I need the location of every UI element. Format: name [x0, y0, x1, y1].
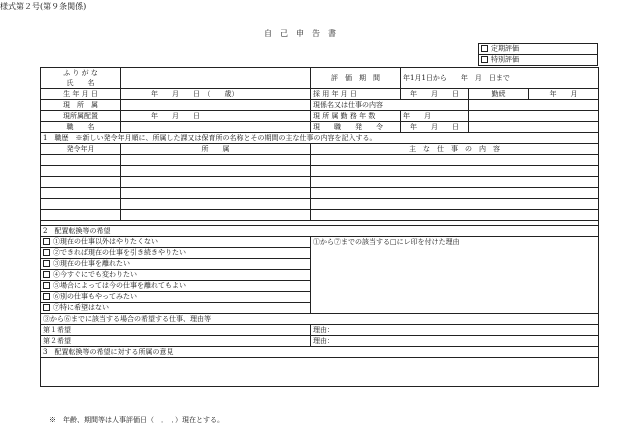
current-order-blank [469, 122, 599, 133]
current-dept-field[interactable] [121, 100, 311, 111]
choice1-reason-field[interactable] [311, 325, 599, 336]
current-section-label: 現係名又は仕事の内容 [311, 100, 469, 111]
hire-label: 採 用 年 月 日 [311, 89, 401, 100]
checkbox-icon[interactable] [43, 249, 50, 256]
current-section-field[interactable] [469, 100, 599, 111]
history-work-cell[interactable] [311, 199, 599, 210]
option-2[interactable]: ②できれば現在の仕事を引き続きやりたい [41, 248, 311, 259]
desired-work-prompt: ③から⑥までに該当する場合の希望する仕事、理由等 [41, 314, 599, 325]
history-work-cell[interactable] [311, 188, 599, 199]
department-opinion-field[interactable] [41, 358, 599, 387]
current-assign-value[interactable]: 年 月 日 [121, 111, 311, 122]
current-order-value[interactable]: 年 月 日 [401, 122, 469, 133]
current-order-label: 現 職 発 令 [311, 122, 401, 133]
choice2-reason-label: 理由： [313, 336, 334, 345]
name-field[interactable] [121, 78, 311, 89]
option-4[interactable]: ④今すぐにでも変わりたい [41, 270, 311, 281]
evaluation-period-value: 年1月1日から 年 月 日まで [401, 68, 599, 89]
tenure-label: 勤続 [469, 89, 529, 100]
tenure-value[interactable]: 年 月 [529, 89, 599, 100]
furigana-field[interactable] [121, 68, 311, 79]
history-row [41, 177, 599, 188]
position-field[interactable] [121, 122, 311, 133]
option-1[interactable]: ①現在の仕事以外はやりたくない [41, 237, 311, 248]
option-6[interactable]: ⑥別の仕事もやってみたい [41, 292, 311, 303]
checkbox-icon[interactable] [43, 260, 50, 267]
option-7[interactable]: ⑦特に希望はない [41, 303, 311, 314]
reason-area[interactable] [311, 237, 599, 314]
current-assign-label: 現所属配置 [41, 111, 121, 122]
checkbox-icon[interactable] [43, 271, 50, 278]
section1-title: 1 職歴 ※新しい発令年月順に、所属した課又は保育所の名称とその期間の主な仕事の内容を記入する。 [41, 133, 599, 144]
history-row [41, 199, 599, 210]
history-date-cell[interactable] [41, 188, 121, 199]
choice1-field[interactable] [41, 325, 311, 336]
regular-evaluation-option[interactable]: 定期評価 [479, 44, 598, 55]
history-date-cell[interactable] [41, 210, 121, 221]
evaluation-type-box [478, 43, 598, 66]
section2-title: 2 配置転換等の希望 [41, 226, 599, 237]
footnote: ※ 年齢、期間等は人事評価日（ ． ．）現在とする。 [49, 416, 224, 424]
choice1-reason-label: 理由： [313, 325, 334, 334]
history-date-cell[interactable] [41, 166, 121, 177]
history-row [41, 155, 599, 166]
history-work-cell[interactable] [311, 177, 599, 188]
checkbox-icon[interactable] [43, 304, 50, 311]
service-years-blank [469, 111, 599, 122]
history-date-cell[interactable] [41, 155, 121, 166]
history-work-cell[interactable] [311, 210, 599, 221]
history-work-cell[interactable] [311, 166, 599, 177]
checkbox-icon[interactable] [481, 45, 488, 52]
birth-value[interactable]: 年 月 日 （ 歳） [121, 89, 311, 100]
history-work-cell[interactable] [311, 155, 599, 166]
option-5[interactable]: ⑤場合によっては今の仕事を離れてもよい [41, 281, 311, 292]
document-title: 自 己 申 告 書 [264, 29, 336, 38]
section3-title: 3 配置転換等の希望に対する所属の意見 [41, 347, 599, 358]
furigana-label: ふ り が な [41, 68, 121, 79]
history-row [41, 188, 599, 199]
service-years-value[interactable]: 年 月 [401, 111, 469, 122]
choice1-label: 第１希望 [43, 325, 71, 334]
col-order-date: 発令年月 [41, 144, 121, 155]
name-label: 氏 名 [41, 78, 121, 89]
history-date-cell[interactable] [41, 199, 121, 210]
history-dept-cell[interactable] [121, 177, 311, 188]
special-evaluation-option[interactable]: 特別評価 [479, 55, 598, 66]
checkbox-icon[interactable] [481, 56, 488, 63]
history-row [41, 166, 599, 177]
self-report-form [40, 67, 599, 387]
option-3[interactable]: ③現在の仕事を離れたい [41, 259, 311, 270]
col-main-work: 主 な 仕 事 の 内 容 [311, 144, 599, 155]
evaluation-period-label: 評 価 期 間 [311, 68, 401, 89]
checkbox-icon[interactable] [43, 282, 50, 289]
choice2-field[interactable] [41, 336, 311, 347]
history-dept-cell[interactable] [121, 199, 311, 210]
checkbox-icon[interactable] [43, 293, 50, 300]
service-years-label: 現 所 属 勤 務 年 数 [311, 111, 401, 122]
history-row [41, 210, 599, 221]
history-date-cell[interactable] [41, 177, 121, 188]
choice2-label: 第２希望 [43, 336, 71, 345]
reason-prompt: ①から⑦までの該当する□にレ印を付けた理由 [313, 238, 460, 246]
history-dept-cell[interactable] [121, 210, 311, 221]
choice2-reason-field[interactable] [311, 336, 599, 347]
birth-label: 生 年 月 日 [41, 89, 121, 100]
position-label: 職 名 [41, 122, 121, 133]
history-dept-cell[interactable] [121, 188, 311, 199]
current-dept-label: 現 所 属 [41, 100, 121, 111]
history-dept-cell[interactable] [121, 155, 311, 166]
hire-value[interactable]: 年 月 日 [401, 89, 469, 100]
history-dept-cell[interactable] [121, 166, 311, 177]
form-number: 様式第２号(第９条関係) [0, 2, 87, 11]
col-department: 所 属 [121, 144, 311, 155]
checkbox-icon[interactable] [43, 238, 50, 245]
